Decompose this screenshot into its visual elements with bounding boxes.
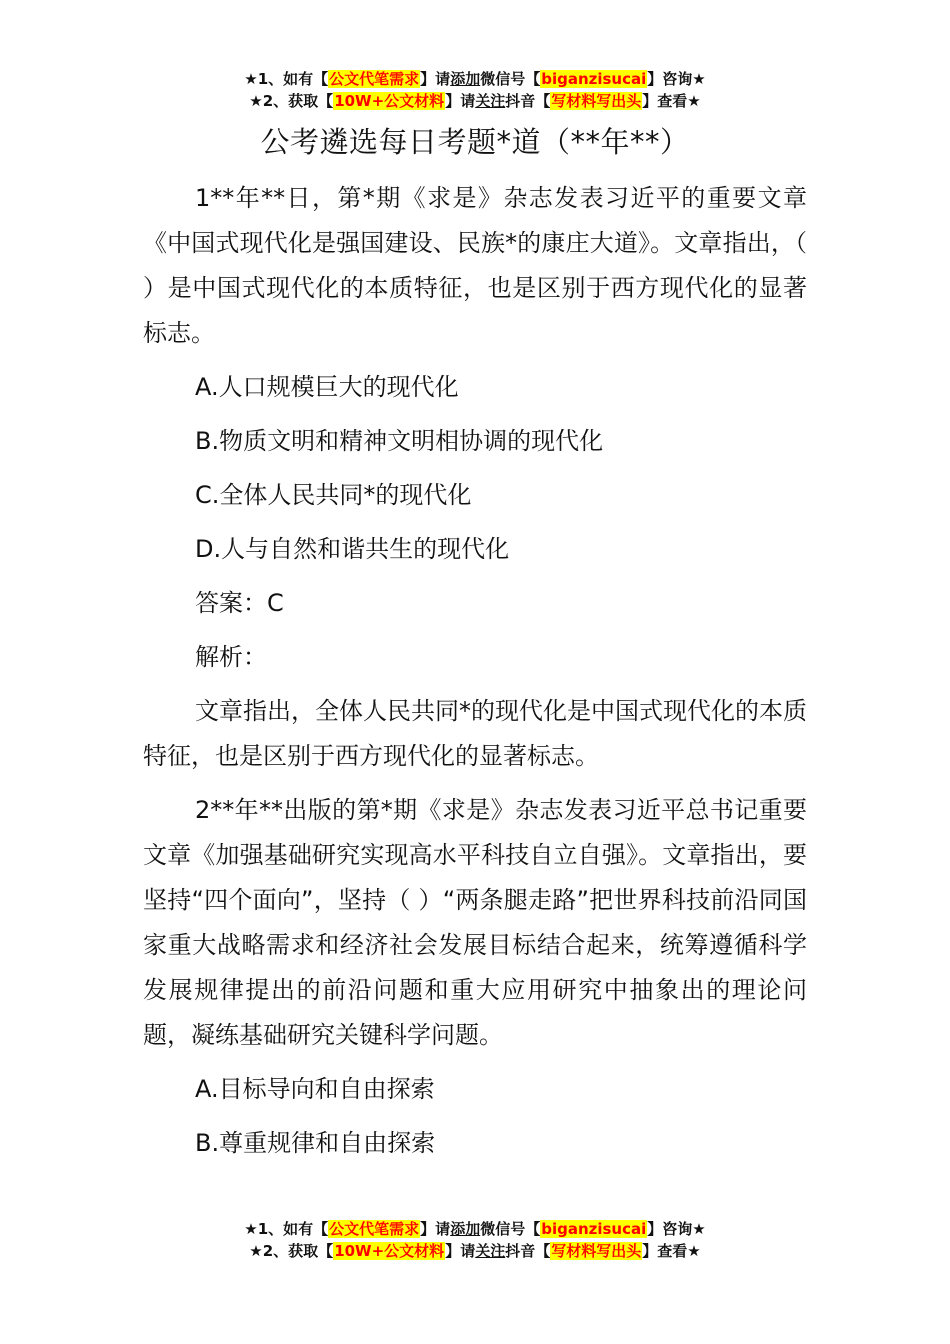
question-1-analysis-label: 解析：: [195, 643, 267, 671]
question-1-option-a: A.人口规模巨大的现代化: [195, 373, 459, 401]
question-1-option-d: D.人与自然和谐共生的现代化: [195, 535, 510, 563]
header-banner: [0, 68, 950, 112]
question-2-stem: 2**年**出版的第*期《求是》杂志发表习近平总书记重要文章《加强基础研究实现高水平科技自立自强》。文章指出，要坚持“四个面向”，坚持（ ）“两条腿走路”把世界科技前沿同国家重大战略需求和经济社会发展目标结合起来，统筹遵循科学发展规律提出的前沿问题和重大应用研究中抽象出的理论问题，凝练基础研究关键科学问题。: [143, 796, 807, 1049]
banner-highlight: 10W+公文材料: [334, 1242, 445, 1260]
banner-line-2: ★2、获取【10W+公文材料】请关注抖音【写材料写出头】查看★: [249, 1242, 701, 1260]
question-1-answer: 答案：C: [195, 589, 284, 617]
page-title: 公考遴选每日考题*道（**年**）: [260, 125, 690, 159]
question-2-option-b: B.尊重规律和自由探索: [195, 1129, 436, 1157]
banner-highlight: 公文代笔需求: [329, 70, 420, 88]
question-1-analysis: 文章指出，全体人民共同*的现代化是中国式现代化的本质特征，也是区别于西方现代化的显著标志。: [143, 697, 807, 770]
banner-wechat-id: biganzisucai: [541, 1220, 647, 1238]
question-1-stem: 1**年**日，第*期《求是》杂志发表习近平的重要文章《中国式现代化是强国建设、民族*的康庄大道》。文章指出，（ ）是中国式现代化的本质特征，也是区别于西方现代化的显著标志。: [143, 184, 807, 347]
banner-underlined: 添加: [450, 1220, 481, 1238]
banner-douyin-id: 写材料写出头: [551, 92, 642, 110]
banner-underlined: 关注: [475, 92, 506, 110]
banner-underlined: 添加: [450, 70, 481, 88]
banner-wechat-id: biganzisucai: [541, 70, 647, 88]
document-body: [143, 176, 807, 1175]
banner-line-2: ★2、获取【10W+公文材料】请关注抖音【写材料写出头】查看★: [249, 92, 701, 110]
question-1-option-c: C.全体人民共同*的现代化: [195, 481, 472, 509]
banner-underlined: 关注: [475, 1242, 506, 1260]
footer-banner: [0, 1218, 950, 1262]
banner-line-1: ★1、如有【公文代笔需求】请添加微信号【biganzisucai】咨询★: [244, 70, 706, 88]
banner-line-1: ★1、如有【公文代笔需求】请添加微信号【biganzisucai】咨询★: [244, 1220, 706, 1238]
banner-highlight: 公文代笔需求: [329, 1220, 420, 1238]
banner-highlight: 10W+公文材料: [334, 92, 445, 110]
question-1-option-b: B.物质文明和精神文明相协调的现代化: [195, 427, 604, 455]
question-2-option-a: A.目标导向和自由探索: [195, 1075, 435, 1103]
banner-douyin-id: 写材料写出头: [551, 1242, 642, 1260]
